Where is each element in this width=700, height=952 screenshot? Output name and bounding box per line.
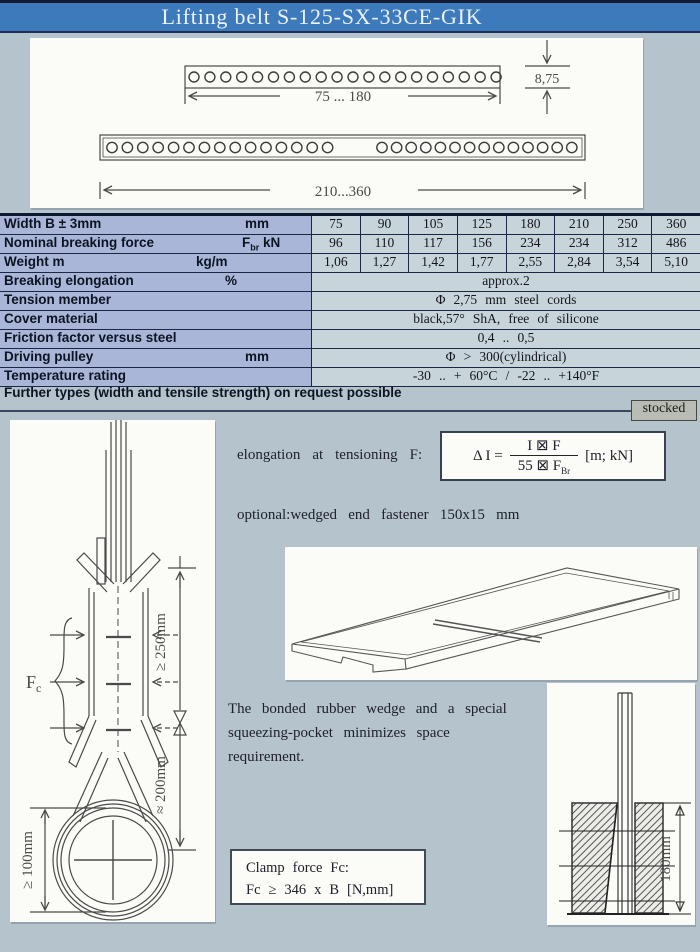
- row-unit: mm: [245, 349, 270, 364]
- table-cell: 125: [457, 216, 506, 234]
- table-cell: 96: [329, 235, 343, 250]
- clamp-force-line1: Clamp force Fc:: [246, 860, 349, 876]
- clamp-force-box: [230, 849, 426, 905]
- dim-200mm: ≈ 200mm: [153, 756, 169, 814]
- formula-fraction: [510, 436, 578, 476]
- table-cell: 2,84: [554, 254, 603, 272]
- belt-wide-holes-right: [377, 142, 577, 152]
- table-cell: black,57° ShA, free of silicone: [312, 311, 700, 329]
- table-cell: Φ > 300(cylindrical): [312, 349, 700, 367]
- table-row: [0, 311, 700, 330]
- table-cell: 75: [329, 216, 343, 231]
- table-row: [0, 292, 700, 311]
- flare-arm-right: [123, 553, 160, 592]
- stocked-badge[interactable]: stocked: [631, 400, 697, 421]
- formula-denominator: 55 ⊠ $F_{Br}$: [517, 458, 571, 476]
- belt-wide-outline: [100, 135, 585, 160]
- flare-arm-left: [77, 553, 114, 592]
- table-cell: 3,54: [603, 254, 652, 272]
- clamp-block-left: [572, 803, 617, 913]
- row-label: Cover material: [4, 311, 98, 326]
- row-label: Temperature rating: [4, 368, 127, 383]
- table-cell: 312: [603, 235, 652, 253]
- belt-diagram-panel: [30, 38, 643, 208]
- wedge-description-paragraph: The bonded rubber wedge and a special squeezing-pocket minimizes space requirement.: [228, 701, 507, 765]
- table-cell: 234: [554, 235, 603, 253]
- table-cell: 234: [506, 235, 555, 253]
- table-row: [0, 235, 700, 254]
- table-cell: 90: [360, 216, 409, 234]
- table-cell: 110: [360, 235, 409, 253]
- clamp-detail-panel: [547, 683, 695, 925]
- clamp-force-symbol: $F_c$: [26, 672, 42, 695]
- table-row: [0, 349, 700, 368]
- dim-100mm: ≥ 100mm: [20, 831, 36, 889]
- table-cell: 0,4 .. 0,5: [312, 330, 700, 348]
- formula-numerator: I ⊠ F: [510, 436, 578, 456]
- row-label: Driving pulley: [4, 349, 94, 364]
- belt-3d-panel: [285, 547, 697, 680]
- table-cell: 1,06: [324, 254, 348, 269]
- table-row: [0, 216, 700, 235]
- row-label: Tension member: [4, 292, 112, 307]
- belt-thickness-dim: 8,75: [534, 72, 560, 87]
- row-unit: %: [225, 273, 238, 288]
- table-cell: 1,42: [408, 254, 457, 272]
- table-cell: 5,10: [651, 254, 700, 272]
- table-cell: 1,27: [360, 254, 409, 272]
- row-label: Nominal breaking force: [4, 235, 155, 250]
- clamp-detail-drawing: [547, 683, 695, 925]
- table-cell: 360: [651, 216, 700, 234]
- belt-narrow-width-dim: 75 ... 180: [314, 89, 372, 105]
- row-label: Weight m: [4, 254, 65, 269]
- belt-top-views-drawing: [30, 38, 643, 208]
- table-cell: Φ 2,75 mm steel cords: [312, 292, 700, 310]
- further-types-note: Further types (width and tensile strength) on request possible: [4, 385, 402, 400]
- table-cell: 156: [457, 235, 506, 253]
- row-label: Friction factor versus steel: [4, 330, 177, 345]
- row-unit: kg/m: [196, 254, 228, 269]
- page-title: Lifting belt S-125-SX-33CE-GIK: [161, 4, 483, 29]
- row-label: Width B ± 3mm: [4, 216, 102, 231]
- clamp-force-line2: Fc ≥ 346 x B [N,mm]: [246, 881, 394, 898]
- table-cell: 210: [554, 216, 603, 234]
- belt-strip: [618, 693, 632, 914]
- elongation-formula-box: [440, 431, 666, 481]
- pulley-crosshair: [74, 820, 152, 900]
- row-unit: mm: [245, 216, 270, 231]
- table-cell: 105: [408, 216, 457, 234]
- table-cell: 1,77: [457, 254, 506, 272]
- formula-units: [m; kN]: [585, 447, 634, 464]
- horizontal-rule: [0, 410, 631, 412]
- optional-fastener-note: optional:wedged end fastener 150x15 mm: [237, 507, 520, 523]
- row-label: Breaking elongation: [4, 273, 134, 288]
- formula-lhs: Δ I =: [472, 447, 503, 464]
- belt-3d-drawing: [285, 547, 697, 680]
- table-row: [0, 254, 700, 273]
- table-cell: 180: [506, 216, 555, 234]
- table-cell: approx.2: [312, 273, 700, 291]
- fastener-diagram-panel: [10, 420, 215, 922]
- table-cell: 2,55: [506, 254, 555, 272]
- belt-wide-holes-left: [107, 142, 333, 152]
- belt-narrow-holes: [189, 72, 501, 82]
- belt-strands: [106, 420, 131, 582]
- dim-250mm: ≥ 250mm: [153, 613, 169, 671]
- elongation-lead-text: elongation at tensioning F:: [237, 447, 423, 463]
- force-brace: [55, 618, 72, 744]
- table-cell: 486: [651, 235, 700, 253]
- table-cell: 117: [408, 235, 457, 253]
- header-bar: [0, 0, 700, 33]
- table-row: [0, 273, 700, 292]
- table-cell: -30 .. + 60°C / -22 .. +140°F: [312, 368, 700, 386]
- belt-wide-width-dim: 210...360: [314, 184, 372, 200]
- table-row: [0, 330, 700, 349]
- table-cell: 250: [603, 216, 652, 234]
- wedge-fastener-drawing: [10, 420, 215, 922]
- row-unit: $F_{br}$ kN: [242, 235, 281, 253]
- spec-table: [0, 213, 700, 387]
- dim-180mm: 180mm: [658, 836, 674, 882]
